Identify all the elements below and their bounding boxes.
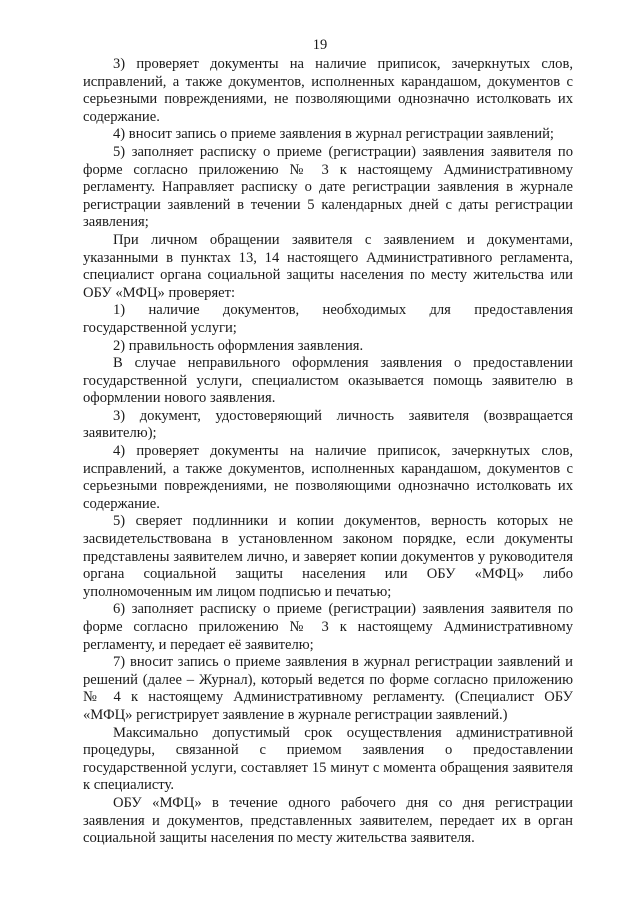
paragraph-max-duration: Максимально допустимый срок осуществления административной процедуры, связанной с приемом заявления о предоставлении государственной услуги, составляет 15 минут с момента обращения заявителя к специалисту. [83, 724, 573, 794]
paragraph-check-2-form-correctness: 2) правильность оформления заявления. [113, 337, 364, 354]
paragraph-mfc-transfer: ОБУ «МФЦ» в течение одного рабочего дня со дня регистрации заявления и документов, представленных заявителем, передает их в орган социальной защиты населения по месту жительства заявителя. [83, 794, 573, 847]
document-body [83, 56, 573, 848]
paragraph-check-6-receipt: 6) заполняет расписку о приеме (регистрации) заявления заявителя по форме согласно приложению № 3 к настоящему Административному регламенту, и передает её заявителю; [83, 601, 573, 653]
paragraph-item-3-check-documents: 3) проверяет документы на наличие приписок, зачеркнутых слов, исправлений, а также документов, исполненных карандашом, документов с серьезными повреждениями, не позволяющими однозначно истолковать их содержание. [83, 56, 573, 125]
paragraph-check-7-journal: 7) вносит запись о приеме заявления в журнал регистрации заявлений и решений (далее – Журнал), который ведется по форме согласно приложению № 4 к настоящему Административному регламенту. (Специалист ОБУ «МФЦ» регистрирует заявление в журнале регистрации заявлений.) [83, 654, 573, 723]
paragraph-check-5-verify-copies: 5) сверяет подлинники и копии документов, верность которых не засвидетельствована в установленном законом порядке, если документы представлены заявителем лично, и заверяет копии документов у руководителя органа социальной защиты населения или ОБУ «МФЦ» либо уполномоченным им лицом подписью и печатью; [83, 513, 573, 600]
paragraph-check-4-documents-corrections: 4) проверяет документы на наличие приписок, зачеркнутых слов, исправлений, а также документов, исполненных карандашом, документов с серьезными повреждениями, не позволяющими однозначно истолковать их содержание. [83, 443, 573, 512]
paragraph-item-4-journal-entry: 4) вносит запись о приеме заявления в журнал регистрации заявлений; [113, 126, 554, 143]
paragraph-incorrect-form-help: В случае неправильного оформления заявления о предоставлении государственной услуги, специалистом оказывается помощь заявителю в оформлении нового заявления. [83, 355, 573, 407]
paragraph-item-5-receipt: 5) заполняет расписку о приеме (регистрации) заявления заявителя по форме согласно приложению № 3 к настоящему Административному регламенту. Направляет расписку о дате регистрации заявления в журнале регистрации заявлений в течении 5 календарных дней с даты регистрации заявления; [83, 143, 573, 231]
paragraph-personal-visit: При личном обращении заявителя с заявлением и документами, указанными в пунктах 13, 14 настоящего Административного регламента, специалист органа социальной защиты населения по месту жительства или ОБУ «МФЦ» проверяет: [83, 231, 573, 301]
paragraph-check-1-documents-presence: 1) наличие документов, необходимых для предоставления государственной услуги; [83, 302, 573, 336]
page-number: 19 [312, 37, 328, 53]
paragraph-check-3-identity-document: 3) документ, удостоверяющий личность заявителя (возвращается заявителю); [83, 407, 573, 442]
